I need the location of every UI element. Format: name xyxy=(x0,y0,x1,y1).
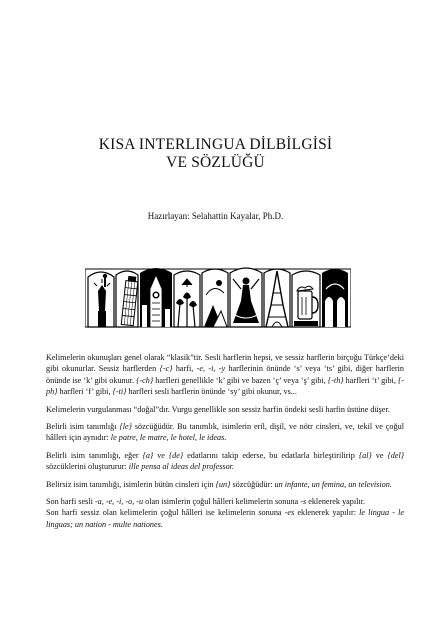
text-run: {le} xyxy=(119,422,132,432)
text-run: {a} xyxy=(142,450,154,460)
text-run: -a, -e, -i, -o, -u xyxy=(94,497,144,507)
example-text: ille pensa al ideas del professor. xyxy=(128,462,234,472)
text-run: harfleri ‘t’ gibi, xyxy=(343,375,398,385)
beer-mug-icon xyxy=(292,271,320,327)
text-run: olan isimlerin çoğul hâlleri kelimelerin sonuna xyxy=(143,497,301,507)
title-line-2: VE SÖZLÜĞÜ xyxy=(166,154,265,171)
text-run: Belirli isim tanımlığı xyxy=(46,422,120,432)
text-run: ve xyxy=(371,450,388,460)
text-run: {-ch} xyxy=(136,375,154,385)
text-run: Son harfi sesli xyxy=(46,497,95,507)
pisa-tower-icon xyxy=(116,271,138,327)
text-run: {del} xyxy=(387,450,404,460)
paragraph-contractions xyxy=(46,450,404,473)
text-run: eklenerek yapılır: xyxy=(294,508,360,518)
text-run: eklenerek yapılır. xyxy=(306,497,366,507)
text-run: {-th} xyxy=(327,375,344,385)
text-run: edatlarını takip ederse, bu edatlarla birleştirilirip xyxy=(183,450,359,460)
text-run: Belirsiz isim tanımlığı, isimlerin bütün cinsleri için xyxy=(46,479,216,489)
paragraph-stress: Kelimelerin vurgulanması “doğal”dır. Vurgu genellikle son sessiz harfin öndeki sesli harfin üstüne düşer. xyxy=(46,404,390,414)
text-run: {un} xyxy=(215,479,231,489)
arch-colonnade-icon xyxy=(322,269,348,327)
example-text: le patre, le matre, le hotel, le ideas. xyxy=(110,433,227,443)
text-run: harfi, xyxy=(172,364,197,374)
text-run: Son harfi sessiz olan kelimelerin çoğul hâlleri ise kelimelerin sonuna xyxy=(46,508,285,518)
text-run: harfleri genellikle ‘k’ gibi ve bazen ‘ç’ veya ‘ş’ gibi, xyxy=(153,375,328,385)
text-run: {-ph} xyxy=(46,375,404,397)
landmarks-banner xyxy=(85,265,351,331)
paragraph-plural-vowel xyxy=(46,496,404,507)
text-run: Belirli isim tanımlığı, eğer xyxy=(46,450,143,460)
example-text: un infante, un femina, un television. xyxy=(274,479,392,489)
text-run: sözcüklerini oluştururur: xyxy=(46,462,129,472)
big-ben-icon xyxy=(140,268,172,327)
text-run: -s xyxy=(300,497,307,507)
paragraph-definite-article xyxy=(46,421,404,444)
text-run: -e, -i, -y xyxy=(196,364,226,374)
text-run: {al} xyxy=(358,450,372,460)
statue-of-liberty-icon xyxy=(88,272,114,327)
paragraph-plural-consonant xyxy=(46,507,404,530)
text-run: -es xyxy=(284,508,295,518)
text-run: sözcüğüdür: xyxy=(230,479,275,489)
text-run: Kelimelerin okunuşları genel olarak “klasik”tir. Sesli harflerin hepsi, ve sessiz harflerin birçoğu Türkçe’deki gibi okunurlar. Sessiz harflerden xyxy=(46,353,404,374)
title-line-1: KISA INTERLINGUA DİLBİLGİSİ xyxy=(98,136,333,153)
eiffel-tower-icon xyxy=(264,269,290,327)
dancer-icon xyxy=(230,268,262,327)
paragraph-pronunciation xyxy=(46,352,404,398)
text-run: harfleri ‘f’ gibi, xyxy=(57,387,113,397)
pyramids-icon xyxy=(202,269,228,327)
tulips-icon xyxy=(174,271,200,327)
text-run: harfleri sesli harflerin önünde ‘sy’ gibi okunur, vs... xyxy=(126,387,297,397)
text-run: sözcüğüdür. Bu tanımlık, isimlerin eril, dişil, ve nötr cinsleri, ve, tekil ve çoğul hâlleri için aynıdır: xyxy=(46,422,404,443)
text-run: ve xyxy=(153,450,169,460)
text-run: {-ti} xyxy=(112,387,127,397)
author-line: Hazırlayan: Selahattin Kayalar, Ph.D. xyxy=(147,211,284,221)
text-run: {-c} xyxy=(159,364,173,374)
text-run: harflerinin önünde ‘s’ veya ‘ts’ gibi, diğer harflerin önünde ise ‘k’ gibi okunur. xyxy=(46,364,404,385)
body-text xyxy=(46,352,404,536)
page-title xyxy=(0,136,431,172)
paragraph-indefinite-article xyxy=(46,479,404,490)
example-text: le lingua - le linguas; un nation - multe nationes. xyxy=(46,508,404,529)
text-run: {de} xyxy=(168,450,184,460)
